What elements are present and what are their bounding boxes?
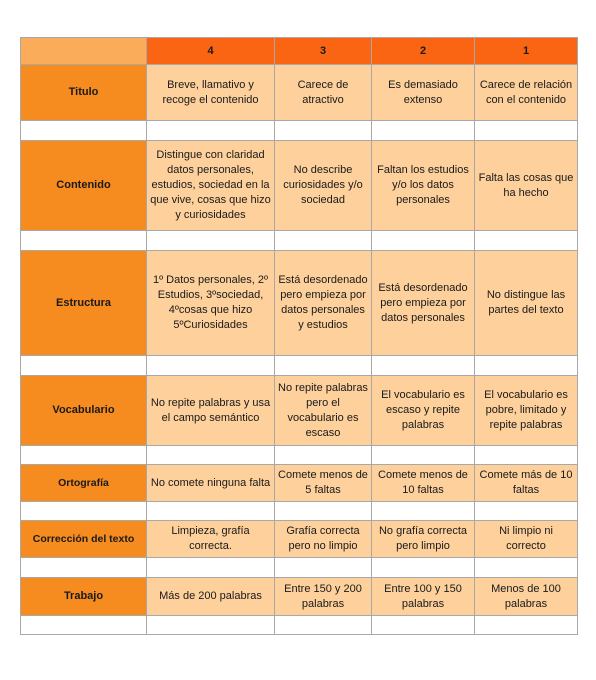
rubric-cell: Comete menos de 10 faltas [372, 465, 475, 502]
table-row-vocabulario [21, 376, 578, 446]
criterion-ortografia: Ortografía [21, 465, 147, 502]
table-row-contenido [21, 141, 578, 231]
level-header-3: 3 [275, 38, 372, 65]
table-row-titulo [21, 65, 578, 121]
spacer-row [21, 558, 578, 578]
rubric-cell: Breve, llamativo y recoge el contenido [147, 65, 275, 121]
rubric-cell: Carece de relación con el contenido [475, 65, 578, 121]
spacer-row [21, 446, 578, 465]
rubric-cell: 1º Datos personales, 2º Estudios, 3ºsociedad, 4ºcosas que hizo 5ºCuriosidades [147, 251, 275, 356]
table-row-correccion [21, 521, 578, 558]
rubric-cell: Falta las cosas que ha hecho [475, 141, 578, 231]
rubric-cell: No repite palabras y usa el campo semántico [147, 376, 275, 446]
spacer-row [21, 121, 578, 141]
rubric-cell: Distingue con claridad datos personales, estudios, sociedad en la que vive, cosas que hizo y curiosidades [147, 141, 275, 231]
rubric-table [20, 37, 578, 635]
criterion-contenido: Contenido [21, 141, 147, 231]
rubric-cell: No describe curiosidades y/o sociedad [275, 141, 372, 231]
rubric-cell: Más de 200 palabras [147, 578, 275, 616]
rubric-cell: Grafía correcta pero no limpio [275, 521, 372, 558]
header-corner-cell [21, 38, 147, 65]
rubric-cell: El vocabulario es escaso y repite palabras [372, 376, 475, 446]
rubric-cell: No comete ninguna falta [147, 465, 275, 502]
table-row-estructura [21, 251, 578, 356]
level-header-2: 2 [372, 38, 475, 65]
spacer-row [21, 502, 578, 521]
level-header-4: 4 [147, 38, 275, 65]
rubric-cell: Menos de 100 palabras [475, 578, 578, 616]
rubric-cell: Entre 150 y 200 palabras [275, 578, 372, 616]
table-row-ortografia [21, 465, 578, 502]
rubric-cell: Está desordenado pero empieza por datos personales [372, 251, 475, 356]
spacer-row [21, 356, 578, 376]
rubric-cell: Comete menos de 5 faltas [275, 465, 372, 502]
rubric-cell: Carece de atractivo [275, 65, 372, 121]
rubric-cell: Ni limpio ni correcto [475, 521, 578, 558]
spacer-row [21, 231, 578, 251]
rubric-cell: Limpieza, grafía correcta. [147, 521, 275, 558]
table-row-trabajo [21, 578, 578, 616]
criterion-titulo: Titulo [21, 65, 147, 121]
rubric-cell: No distingue las partes del texto [475, 251, 578, 356]
criterion-estructura: Estructura [21, 251, 147, 356]
rubric-cell: Comete más de 10 faltas [475, 465, 578, 502]
criterion-vocabulario: Vocabulario [21, 376, 147, 446]
spacer-row [21, 616, 578, 635]
rubric-cell: No repite palabras pero el vocabulario es escaso [275, 376, 372, 446]
rubric-cell: Entre 100 y 150 palabras [372, 578, 475, 616]
rubric-cell: No grafía correcta pero limpio [372, 521, 475, 558]
rubric-cell: Faltan los estudios y/o los datos personales [372, 141, 475, 231]
criterion-trabajo: Trabajo [21, 578, 147, 616]
criterion-correccion-del-texto: Corrección del texto [21, 521, 147, 558]
header-row [21, 38, 578, 65]
rubric-cell: Es demasiado extenso [372, 65, 475, 121]
rubric-cell: Está desordenado pero empieza por datos personales y estudios [275, 251, 372, 356]
level-header-1: 1 [475, 38, 578, 65]
rubric-cell: El vocabulario es pobre, limitado y repite palabras [475, 376, 578, 446]
